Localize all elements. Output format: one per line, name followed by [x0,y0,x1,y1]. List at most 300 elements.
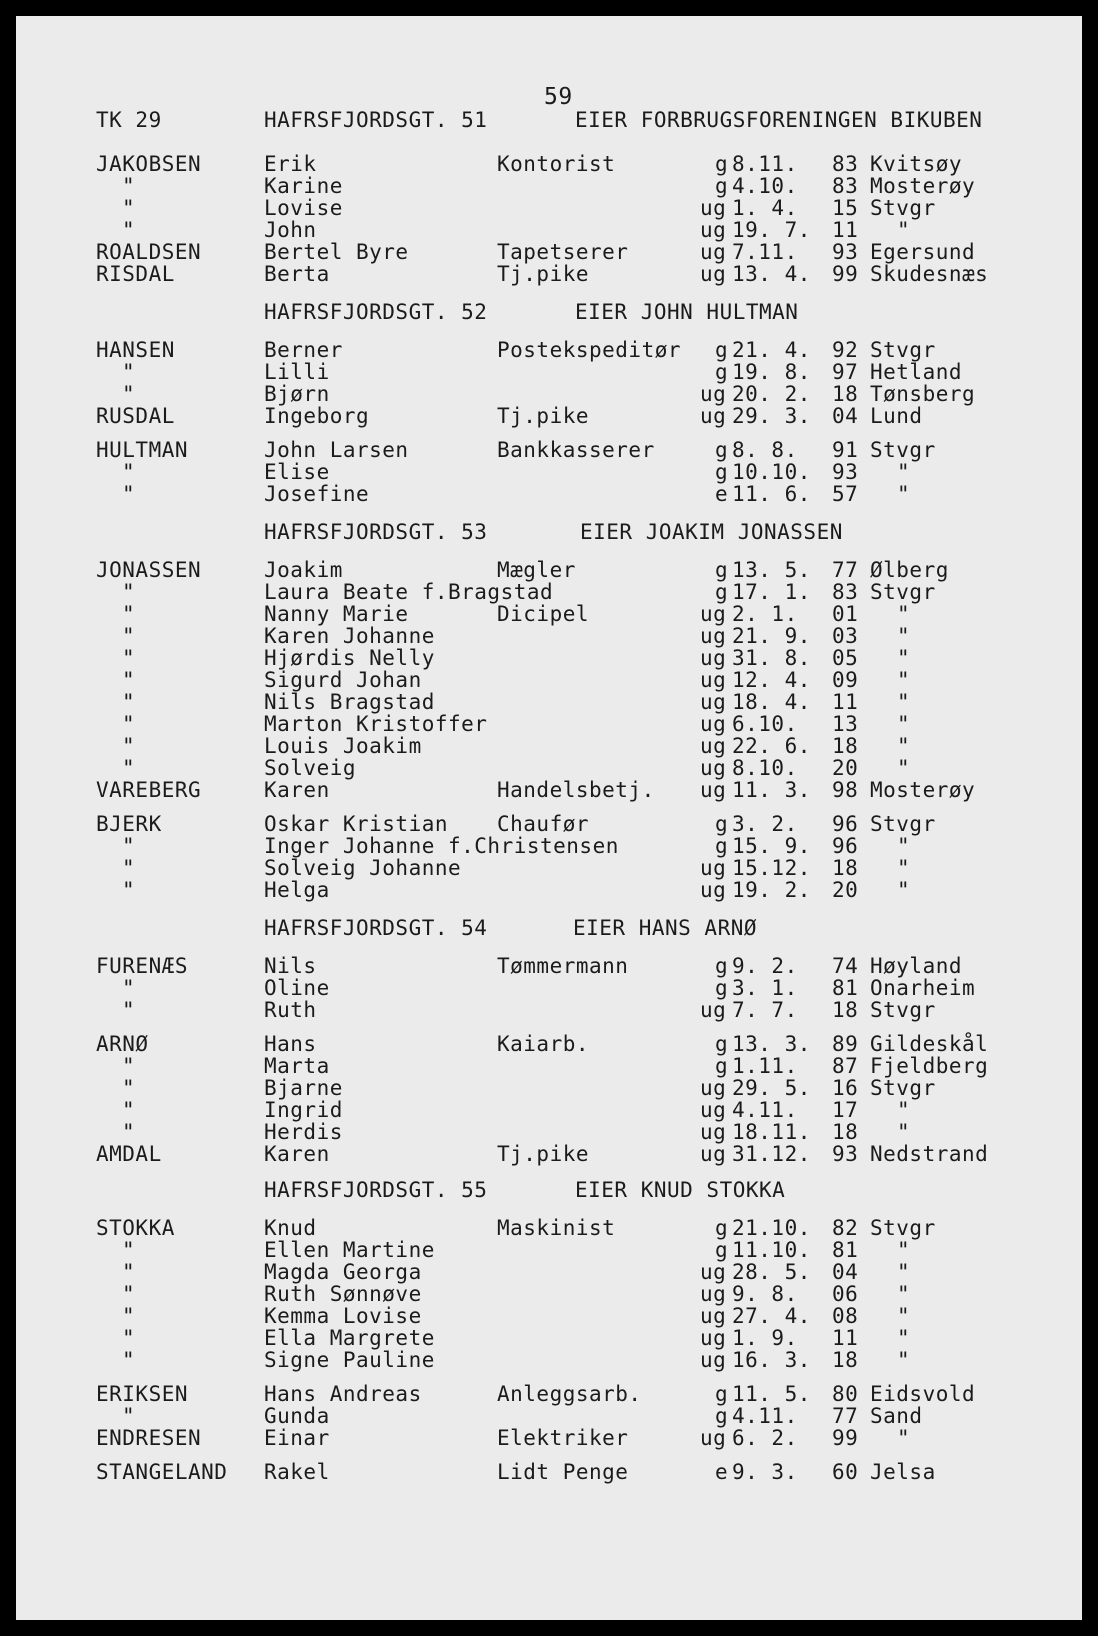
resident-surname: JAKOBSEN [96,152,202,176]
resident-surname: " [122,1098,136,1122]
resident-birth-year: 18 [832,382,859,406]
resident-birth-day-month: 12. 4. [732,668,811,692]
resident-birthplace: Stvgr [870,196,936,220]
resident-surname: ARNØ [96,1032,149,1056]
resident-marital-status: ug [700,1076,727,1100]
resident-marital-status: ug [700,734,727,758]
resident-occupation: Handelsbetj. [497,778,655,802]
resident-birth-year: 98 [832,778,859,802]
resident-birth-day-month: 21. 4. [732,338,811,362]
resident-marital-status: e [715,482,729,506]
resident-given-name: Karen [264,1142,330,1166]
resident-marital-status: g [715,812,729,836]
resident-birthplace: " [897,602,911,626]
resident-given-name: Karine [264,174,343,198]
resident-birth-year: 18 [832,1120,859,1144]
resident-marital-status: g [715,1032,729,1056]
resident-birth-day-month: 17. 1. [732,580,811,604]
resident-marital-status: g [715,152,729,176]
resident-birthplace: " [897,668,911,692]
resident-surname: " [122,856,136,880]
resident-birth-day-month: 20. 2. [732,382,811,406]
resident-birth-year: 16 [832,1076,859,1100]
resident-marital-status: g [715,174,729,198]
resident-birth-day-month: 3. 1. [732,976,798,1000]
resident-birth-day-month: 21.10. [732,1216,811,1240]
resident-given-name: Elise [264,460,330,484]
resident-birthplace: Stvgr [870,1076,936,1100]
resident-given-name: Hjørdis Nelly [264,646,435,670]
resident-birth-day-month: 19. 2. [732,878,811,902]
resident-given-name: Rakel [264,1460,330,1484]
resident-marital-status: g [715,558,729,582]
resident-marital-status: g [715,1216,729,1240]
resident-birthplace: Stvgr [870,338,936,362]
resident-birthplace: Sand [870,1404,923,1428]
section-street: HAFRSFJORDSGT. 55 [264,1178,488,1202]
resident-birthplace: Gildeskål [870,1032,989,1056]
resident-given-name: Ingeborg [264,404,370,428]
page-number: 59 [544,84,573,110]
resident-birth-day-month: 9. 3. [732,1460,798,1484]
resident-given-name: Bjørn [264,382,330,406]
resident-birth-day-month: 6.10. [732,712,798,736]
resident-birth-day-month: 15.12. [732,856,811,880]
resident-birth-year: 93 [832,240,859,264]
resident-birth-year: 18 [832,1348,859,1372]
resident-surname: " [122,196,136,220]
resident-birth-year: 13 [832,712,859,736]
resident-birthplace: Stvgr [870,812,936,836]
resident-birthplace: " [897,1260,911,1284]
resident-marital-status: ug [700,624,727,648]
resident-birthplace: Lund [870,404,923,428]
resident-birth-year: 06 [832,1282,859,1306]
resident-given-name: Nils [264,954,317,978]
resident-surname: VAREBERG [96,778,202,802]
resident-birthplace: " [897,690,911,714]
resident-birth-day-month: 13. 4. [732,262,811,286]
resident-birth-day-month: 27. 4. [732,1304,811,1328]
resident-birth-day-month: 18.11. [732,1120,811,1144]
resident-birth-year: 04 [832,404,859,428]
resident-surname: " [122,1304,136,1328]
resident-birth-day-month: 7. 7. [732,998,798,1022]
resident-birth-year: 11 [832,690,859,714]
resident-surname: " [122,1326,136,1350]
resident-birth-year: 11 [832,1326,859,1350]
resident-given-name: Josefine [264,482,370,506]
resident-given-name: Einar [264,1426,330,1450]
resident-given-name: Nanny Marie [264,602,409,626]
resident-birth-day-month: 4.11. [732,1404,798,1428]
resident-surname: RUSDAL [96,404,175,428]
resident-birth-day-month: 6. 2. [732,1426,798,1450]
resident-occupation: Elektriker [497,1426,629,1450]
resident-given-name: Joakim [264,558,343,582]
resident-surname: " [122,174,136,198]
resident-marital-status: g [715,834,729,858]
resident-birth-day-month: 18. 4. [732,690,811,714]
resident-surname: " [122,734,136,758]
resident-birth-year: 87 [832,1054,859,1078]
resident-birth-year: 96 [832,812,859,836]
resident-occupation: Tj.pike [497,404,590,428]
section-street: HAFRSFJORDSGT. 52 [264,300,488,324]
resident-birth-day-month: 1.11. [732,1054,798,1078]
resident-surname: " [122,1260,136,1284]
resident-birth-day-month: 13. 5. [732,558,811,582]
resident-surname: " [122,1054,136,1078]
resident-marital-status: ug [700,712,727,736]
resident-given-name: Ingrid [264,1098,343,1122]
resident-surname: " [122,690,136,714]
resident-marital-status: ug [700,240,727,264]
resident-given-name: Marta [264,1054,330,1078]
resident-marital-status: e [715,1460,729,1484]
resident-birthplace: Mosterøy [870,778,976,802]
resident-birthplace: " [897,856,911,880]
resident-marital-status: ug [700,778,727,802]
resident-birthplace: " [897,624,911,648]
resident-birth-year: 91 [832,438,859,462]
resident-birthplace: " [897,1426,911,1450]
resident-birth-year: 60 [832,1460,859,1484]
resident-given-name: Helga [264,878,330,902]
resident-surname: STOKKA [96,1216,175,1240]
resident-marital-status: ug [700,1260,727,1284]
resident-birth-day-month: 16. 3. [732,1348,811,1372]
resident-occupation: Dicipel [497,602,590,626]
resident-birth-year: 99 [832,262,859,286]
resident-occupation: Lidt Penge [497,1460,629,1484]
resident-birth-day-month: 10.10. [732,460,811,484]
section-street: HAFRSFJORDSGT. 53 [264,520,488,544]
resident-birth-day-month: 7.11. [732,240,798,264]
resident-birth-year: 09 [832,668,859,692]
resident-given-name: Oline [264,976,330,1000]
resident-birthplace: Mosterøy [870,174,976,198]
resident-given-name: Solveig Johanne [264,856,462,880]
resident-birthplace: Egersund [870,240,976,264]
resident-birth-day-month: 11. 6. [732,482,811,506]
resident-birth-year: 18 [832,856,859,880]
resident-birth-year: 80 [832,1382,859,1406]
resident-marital-status: g [715,1404,729,1428]
resident-given-name: Marton Kristoffer [264,712,488,736]
resident-marital-status: g [715,360,729,384]
resident-occupation: Kaiarb. [497,1032,590,1056]
resident-birth-day-month: 4.11. [732,1098,798,1122]
resident-birth-year: 11 [832,218,859,242]
resident-birthplace: " [897,1304,911,1328]
section-prefix: TK 29 [96,108,162,132]
resident-surname: " [122,1120,136,1144]
resident-birth-year: 18 [832,998,859,1022]
resident-surname: " [122,218,136,242]
resident-marital-status: ug [700,690,727,714]
resident-birthplace: Ølberg [870,558,949,582]
resident-birthplace: " [897,460,911,484]
resident-marital-status: ug [700,196,727,220]
resident-marital-status: ug [700,756,727,780]
resident-birthplace: " [897,756,911,780]
resident-birth-year: 57 [832,482,859,506]
resident-birth-year: 17 [832,1098,859,1122]
resident-surname: " [122,580,136,604]
resident-marital-status: ug [700,1304,727,1328]
resident-birthplace: Kvitsøy [870,152,963,176]
resident-given-name: Oskar Kristian [264,812,449,836]
resident-given-name: Ruth [264,998,317,1022]
resident-birth-day-month: 8. 8. [732,438,798,462]
resident-surname: " [122,712,136,736]
resident-occupation: Tj.pike [497,262,590,286]
resident-surname: ERIKSEN [96,1382,189,1406]
resident-given-name: Berta [264,262,330,286]
resident-birthplace: " [897,712,911,736]
resident-marital-status: ug [700,1120,727,1144]
resident-birth-year: 01 [832,602,859,626]
resident-birth-day-month: 15. 9. [732,834,811,858]
resident-birth-day-month: 13. 3. [732,1032,811,1056]
resident-surname: " [122,668,136,692]
resident-birth-year: 77 [832,1404,859,1428]
resident-birthplace: Tønsberg [870,382,976,406]
resident-surname: " [122,756,136,780]
resident-surname: " [122,834,136,858]
resident-given-name: Signe Pauline [264,1348,435,1372]
section-owner: EIER JOHN HULTMAN [575,300,799,324]
resident-occupation: Kontorist [497,152,616,176]
resident-marital-status: ug [700,856,727,880]
resident-given-name: Hans [264,1032,317,1056]
resident-birth-day-month: 21. 9. [732,624,811,648]
resident-birth-year: 81 [832,1238,859,1262]
resident-given-name: Bjarne [264,1076,343,1100]
resident-surname: JONASSEN [96,558,202,582]
resident-occupation: Postekspeditør [497,338,682,362]
resident-surname: ENDRESEN [96,1426,202,1450]
resident-given-name: Lovise [264,196,343,220]
resident-birthplace: " [897,834,911,858]
resident-birth-year: 83 [832,580,859,604]
resident-birth-year: 97 [832,360,859,384]
resident-birth-year: 03 [832,624,859,648]
resident-surname: " [122,1282,136,1306]
resident-given-name: Gunda [264,1404,330,1428]
resident-birthplace: " [897,734,911,758]
resident-marital-status: g [715,954,729,978]
resident-marital-status: ug [700,602,727,626]
resident-birthplace: " [897,1120,911,1144]
resident-marital-status: ug [700,646,727,670]
resident-birth-year: 83 [832,174,859,198]
resident-birthplace: Onarheim [870,976,976,1000]
resident-birth-year: 15 [832,196,859,220]
resident-surname: " [122,998,136,1022]
resident-marital-status: ug [700,1142,727,1166]
resident-given-name: Knud [264,1216,317,1240]
resident-surname: " [122,1348,136,1372]
resident-given-name: Solveig [264,756,357,780]
resident-birth-day-month: 8.11. [732,152,798,176]
resident-surname: " [122,976,136,1000]
resident-birth-day-month: 1. 4. [732,196,798,220]
resident-birthplace: Høyland [870,954,963,978]
resident-given-name: Nils Bragstad [264,690,435,714]
resident-surname: " [122,360,136,384]
resident-surname: " [122,382,136,406]
resident-birth-year: 20 [832,756,859,780]
resident-surname: " [122,482,136,506]
resident-birth-day-month: 31.12. [732,1142,811,1166]
resident-birthplace: Stvgr [870,580,936,604]
section-street: HAFRSFJORDSGT. 51 [264,108,488,132]
resident-given-name: Sigurd Johan [264,668,422,692]
resident-given-name: Ella Margrete [264,1326,435,1350]
resident-birth-year: 08 [832,1304,859,1328]
resident-surname: " [122,602,136,626]
resident-birth-year: 74 [832,954,859,978]
resident-marital-status: g [715,460,729,484]
resident-marital-status: ug [700,878,727,902]
resident-birth-day-month: 19. 7. [732,218,811,242]
resident-birthplace: " [897,1348,911,1372]
resident-marital-status: g [715,1382,729,1406]
resident-birthplace: " [897,878,911,902]
resident-birthplace: Nedstrand [870,1142,989,1166]
resident-birthplace: " [897,1282,911,1306]
resident-given-name: Inger Johanne f.Christensen [264,834,619,858]
resident-birth-year: 82 [832,1216,859,1240]
resident-surname: STANGELAND [96,1460,228,1484]
resident-birth-year: 04 [832,1260,859,1284]
resident-marital-status: g [715,580,729,604]
resident-surname: ROALDSEN [96,240,202,264]
resident-birth-year: 83 [832,152,859,176]
resident-marital-status: ug [700,1282,727,1306]
resident-given-name: Karen [264,778,330,802]
resident-marital-status: ug [700,1426,727,1450]
resident-marital-status: ug [700,1098,727,1122]
resident-birthplace: Stvgr [870,438,936,462]
resident-birthplace: " [897,646,911,670]
resident-surname: FURENÆS [96,954,189,978]
resident-birthplace: " [897,1098,911,1122]
resident-given-name: Laura Beate f.Bragstad [264,580,554,604]
resident-birth-day-month: 2. 1. [732,602,798,626]
resident-given-name: Berner [264,338,343,362]
resident-given-name: Lilli [264,360,330,384]
resident-birth-year: 18 [832,734,859,758]
resident-marital-status: ug [700,668,727,692]
resident-occupation: Chaufør [497,812,590,836]
resident-surname: BJERK [96,812,162,836]
resident-given-name: Karen Johanne [264,624,435,648]
resident-birthplace: Skudesnæs [870,262,989,286]
resident-birth-year: 77 [832,558,859,582]
resident-occupation: Tj.pike [497,1142,590,1166]
resident-birth-day-month: 1. 9. [732,1326,798,1350]
resident-given-name: John Larsen [264,438,409,462]
resident-birth-year: 93 [832,1142,859,1166]
resident-surname: HULTMAN [96,438,189,462]
resident-marital-status: g [715,438,729,462]
resident-marital-status: ug [700,1348,727,1372]
resident-given-name: Ellen Martine [264,1238,435,1262]
resident-surname: " [122,646,136,670]
document-page [16,16,1082,1620]
resident-birth-day-month: 4.10. [732,174,798,198]
resident-birth-day-month: 8.10. [732,756,798,780]
resident-given-name: Hans Andreas [264,1382,422,1406]
resident-marital-status: ug [700,404,727,428]
resident-birthplace: Eidsvold [870,1382,976,1406]
resident-birth-day-month: 9. 8. [732,1282,798,1306]
resident-birth-day-month: 28. 5. [732,1260,811,1284]
resident-occupation: Tømmermann [497,954,629,978]
resident-birth-year: 99 [832,1426,859,1450]
resident-birth-day-month: 11.10. [732,1238,811,1262]
resident-surname: RISDAL [96,262,175,286]
resident-marital-status: ug [700,382,727,406]
resident-birth-day-month: 3. 2. [732,812,798,836]
resident-given-name: Kemma Lovise [264,1304,422,1328]
resident-birth-day-month: 29. 5. [732,1076,811,1100]
resident-marital-status: ug [700,218,727,242]
resident-marital-status: g [715,1054,729,1078]
resident-surname: " [122,1404,136,1428]
resident-given-name: Erik [264,152,317,176]
section-owner: EIER FORBRUGSFORENINGEN BIKUBEN [575,108,983,132]
resident-birth-year: 92 [832,338,859,362]
resident-birth-year: 93 [832,460,859,484]
resident-birthplace: " [897,1326,911,1350]
resident-birth-day-month: 29. 3. [732,404,811,428]
section-owner: EIER JOAKIM JONASSEN [580,520,843,544]
resident-given-name: Magda Georga [264,1260,422,1284]
resident-birth-day-month: 22. 6. [732,734,811,758]
resident-surname: " [122,624,136,648]
resident-surname: " [122,460,136,484]
resident-birthplace: " [897,482,911,506]
resident-given-name: Louis Joakim [264,734,422,758]
resident-marital-status: ug [700,998,727,1022]
resident-birth-year: 05 [832,646,859,670]
section-owner: EIER KNUD STOKKA [575,1178,786,1202]
resident-birth-day-month: 19. 8. [732,360,811,384]
resident-surname: AMDAL [96,1142,162,1166]
resident-surname: " [122,1238,136,1262]
section-owner: EIER HANS ARNØ [573,916,758,940]
resident-given-name: John [264,218,317,242]
resident-birth-day-month: 31. 8. [732,646,811,670]
resident-birth-year: 20 [832,878,859,902]
resident-occupation: Mægler [497,558,576,582]
resident-marital-status: ug [700,1326,727,1350]
resident-birthplace: Fjeldberg [870,1054,989,1078]
resident-occupation: Tapetserer [497,240,629,264]
resident-birthplace: Stvgr [870,998,936,1022]
resident-birthplace: Hetland [870,360,963,384]
resident-birth-day-month: 9. 2. [732,954,798,978]
resident-marital-status: g [715,976,729,1000]
resident-marital-status: g [715,338,729,362]
resident-birth-year: 89 [832,1032,859,1056]
resident-birthplace: Jelsa [870,1460,936,1484]
resident-given-name: Herdis [264,1120,343,1144]
